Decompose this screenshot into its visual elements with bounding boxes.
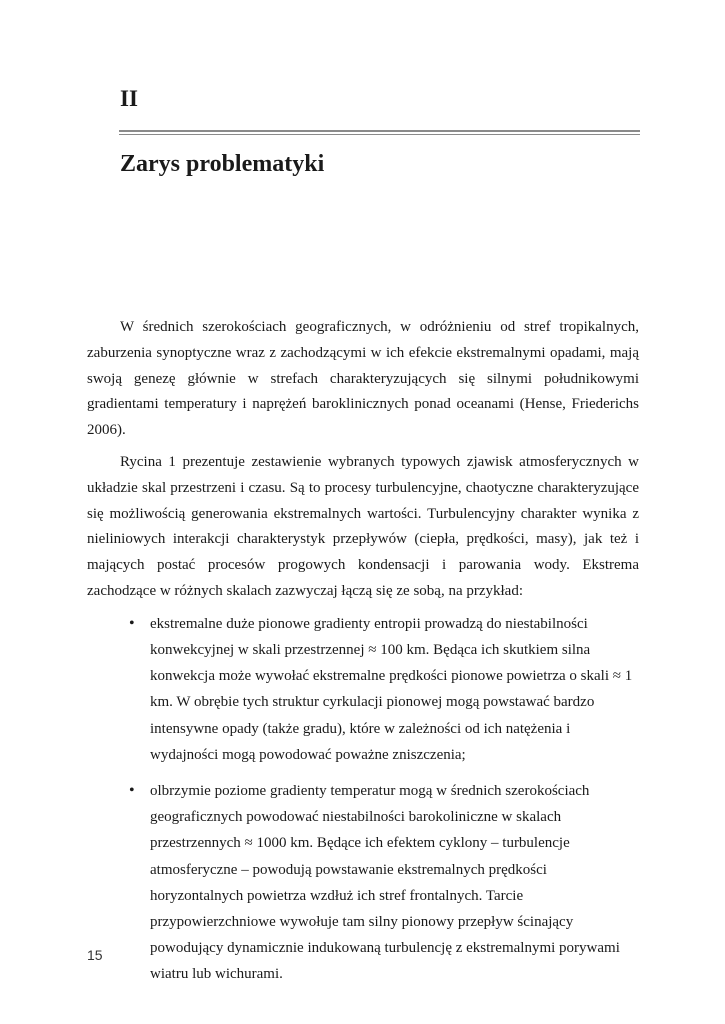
page-number: 15 <box>87 947 103 963</box>
chapter-divider-thick <box>119 130 640 132</box>
bullet-icon: • <box>129 781 135 799</box>
bullet-text: ekstremalne duże pionowe gradienty entropii prowadzą do niestabilności konwekcyjnej w skali przestrzennej ≈ 100 km. Będąca ich skutkiem silna konwekcja może wywołać ekstremalne prędkości pionowe powietrza o skali ≈ 1 km. W obrębie tych struktur cyrkulacji pionowej mogą powstawać bardzo intensywne opady (także gradu), które w zależności od ich natężenia i wydajności mogą powodować poważne zniszczenia; <box>150 615 633 763</box>
bullet-item <box>129 611 639 768</box>
chapter-number: II <box>120 86 138 111</box>
paragraph: W średnich szerokościach geograficznych, w odróżnieniu od stref tropikalnych, zaburzenia synoptyczne wraz z zachodzącymi w ich efekcie ekstremalnymi opadami, mają swoją genezę głównie w strefach charakteryzujących się silnymi południkowymi gradientami temperatury i naprężeń baroklinicznych ponad oceanami (Hense, Friederichs 2006). <box>87 319 639 439</box>
body-text <box>87 315 639 998</box>
bullet-item <box>129 778 639 988</box>
bullet-icon: • <box>129 614 135 632</box>
bullet-text: olbrzymie poziome gradienty temperatur mogą w średnich szerokościach geograficznych powodować niestabilności barokoliniczne w skalach przestrzennych ≈ 1000 km. Będące ich efektem cyklony – turbulencje atmosferyczne – powodują powstawanie ekstremalnych prędkości horyzontalnych powietrza wzdłuż ich stref frontalnych. Tarcie przypowierzchniowe wywołuje tam silny pionowy przepływ ścinający powodujący dynamicznie indukowaną turbulencję z ekstremalnymi porywami wiatru lub wichurami. <box>150 782 620 983</box>
chapter-title: Zarys problematyki <box>120 151 325 177</box>
bullet-list <box>87 611 639 988</box>
paragraph: Rycina 1 prezentuje zestawienie wybranych typowych zjawisk atmosferycznych w układzie skal przestrzeni i czasu. Są to procesy turbulencyjne, chaotyczne charakteryzujące się możliwością generowania ekstremalnych wartości. Turbulencyjny charakter wynika z nieliniowych interakcji charakterystyk przepływów (ciepła, prędkości, masy), jak też i mających postać procesów progowych kondensacji i parowania wody. Ekstrema zachodzące w różnych skalach zazwyczaj łączą się ze sobą, na przykład: <box>87 453 639 599</box>
chapter-divider-thin <box>119 134 640 135</box>
